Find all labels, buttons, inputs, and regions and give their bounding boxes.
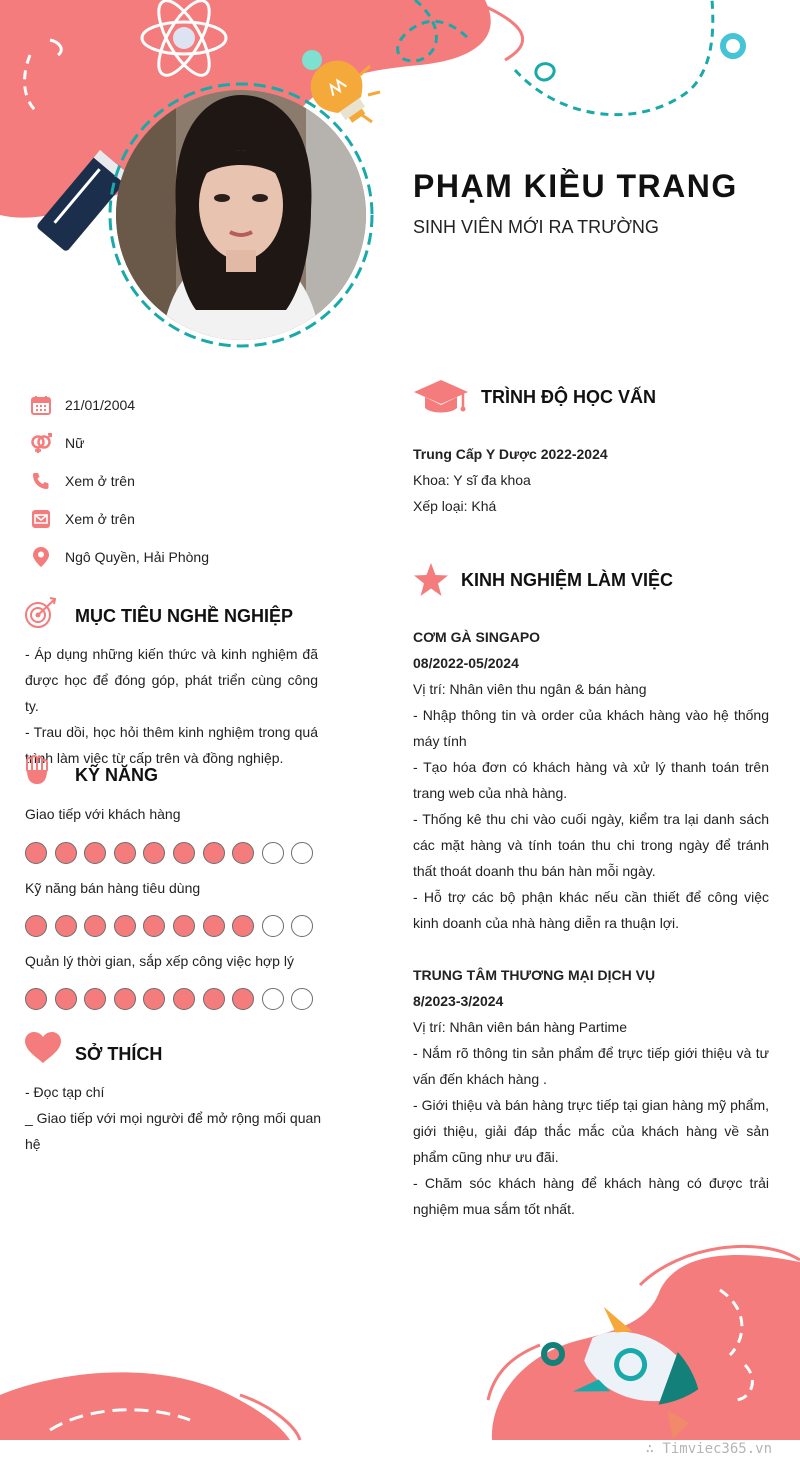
skill-label: Kỹ năng bán hàng tiêu dùng	[25, 880, 201, 896]
skill-dot-filled	[84, 915, 106, 937]
skill-dot-filled	[143, 915, 165, 937]
experience-heading: KINH NGHIỆM LÀM VIỆC	[461, 570, 674, 590]
education-school: Trung Cấp Y Dược 2022-2024	[413, 446, 608, 462]
skill-dot-filled	[173, 988, 195, 1010]
experience-entry	[413, 624, 769, 936]
job-duty: - Nắm rõ thông tin sản phẩm để trực tiếp giới thiệu và tư vấn đến khách hàng .	[413, 1045, 769, 1087]
skill-dot-filled	[232, 988, 254, 1010]
skill-dot-filled	[25, 988, 47, 1010]
graduation-cap-icon	[413, 378, 469, 421]
education-entry	[413, 441, 773, 519]
contact-gender	[30, 424, 209, 462]
job-duty: - Hỗ trợ các bộ phận khác nếu cần thiết để công việc kinh doanh của nhà hàng diễn ra thuận lợi.	[413, 889, 769, 931]
objective-line: - Trau dồi, học hỏi thêm kinh nghiệm trong quá trình làm việc từ cấp trên và đồng nghiệp.	[25, 724, 318, 766]
job-period: 08/2022-05/2024	[413, 655, 519, 671]
contact-address	[30, 538, 209, 576]
skill-label: Giao tiếp với khách hàng	[25, 806, 181, 822]
skill-dot-filled	[25, 915, 47, 937]
job-period: 8/2023-3/2024	[413, 993, 504, 1009]
heart-icon	[25, 1032, 61, 1069]
location-pin-icon	[30, 546, 52, 568]
watermark-text: ∴ Timviec365.vn	[645, 1441, 772, 1457]
contact-phone-value: Xem ở trên	[65, 473, 135, 489]
contact-phone	[30, 462, 209, 500]
target-icon	[24, 596, 58, 635]
skill-dot-filled	[203, 842, 225, 864]
skill-dot-empty	[262, 988, 284, 1010]
skill-dot-filled	[143, 842, 165, 864]
raised-fist-icon	[25, 754, 49, 791]
job-company: CƠM GÀ SINGAPO	[413, 629, 541, 645]
job-duty: - Thống kê thu chi vào cuối ngày, kiểm tra lại danh sách các mặt hàng và tính toán thu chi trong ngày để tránh thất thoát doanh thu bán hàn mỗi ngày.	[413, 811, 769, 879]
skill-dot-filled	[114, 842, 136, 864]
education-grade: Xếp loại: Khá	[413, 498, 497, 514]
skill-dot-filled	[114, 988, 136, 1010]
skill-dot-empty	[262, 915, 284, 937]
gender-icon	[30, 432, 52, 454]
skill-dot-filled	[84, 842, 106, 864]
job-position: Vị trí: Nhân viên thu ngân & bán hàng	[413, 681, 647, 697]
contact-gender-value: Nữ	[65, 435, 85, 451]
skill-dot-filled	[84, 988, 106, 1010]
education-major: Khoa: Y sĩ đa khoa	[413, 472, 531, 488]
skill-dot-filled	[232, 915, 254, 937]
job-duty: - Chăm sóc khách hàng để khách hàng có được trải nghiệm mua sắm tốt nhất.	[413, 1175, 769, 1217]
skill-dot-filled	[114, 915, 136, 937]
objective-text	[25, 641, 318, 771]
job-duty: - Nhập thông tin và order của khách hàng vào hệ thống máy tính	[413, 707, 769, 749]
contact-birthday-value: 21/01/2004	[65, 397, 136, 413]
calendar-icon	[30, 394, 52, 416]
skill-dot-filled	[203, 915, 225, 937]
skill-dot-empty	[291, 915, 313, 937]
skill-dot-filled	[25, 842, 47, 864]
phone-icon	[30, 470, 52, 492]
candidate-title: SINH VIÊN MỚI RA TRƯỜNG	[413, 217, 659, 237]
objective-heading: MỤC TIÊU NGHỀ NGHIỆP	[75, 606, 294, 626]
hobbies-heading: SỞ THÍCH	[75, 1044, 163, 1064]
email-icon	[30, 508, 52, 530]
skill-dot-filled	[173, 915, 195, 937]
job-position: Vị trí: Nhân viên bán hàng Partime	[413, 1019, 628, 1035]
skill-dot-filled	[55, 988, 77, 1010]
job-duty: - Tạo hóa đơn có khách hàng và xử lý thanh toán trên trang web của nhà hàng.	[413, 759, 769, 801]
job-duty: - Giới thiệu và bán hàng trực tiếp tại gian hàng mỹ phẩm, giới thiệu, giải đáp thắc mắc của khách hàng về sản phẩm cũng như ưu đãi.	[413, 1097, 769, 1165]
profile-photo	[116, 90, 366, 340]
ring-icon	[723, 36, 743, 56]
skills-heading: KỸ NĂNG	[75, 765, 159, 785]
contact-email-value: Xem ở trên	[65, 511, 135, 527]
skill-dot-filled	[55, 915, 77, 937]
skill-dot-empty	[291, 988, 313, 1010]
hobby-item: - Đọc tạp chí	[25, 1084, 105, 1100]
hobby-item: _ Giao tiếp với mọi người để mở rộng mối quan hệ	[25, 1110, 322, 1152]
skill-dot-empty	[291, 842, 313, 864]
skill-dot-filled	[203, 988, 225, 1010]
job-company: TRUNG TÂM THƯƠNG MẠI DỊCH VỤ	[413, 967, 656, 983]
hobbies-text	[25, 1079, 325, 1157]
skill-rating	[25, 842, 313, 864]
skill-rating	[25, 988, 313, 1010]
skill-dot-filled	[143, 988, 165, 1010]
skill-label: Quản lý thời gian, sắp xếp công việc hợp lý	[25, 953, 294, 969]
skill-dot-empty	[262, 842, 284, 864]
contact-email	[30, 500, 209, 538]
contact-address-value: Ngô Quyền, Hải Phòng	[65, 549, 209, 565]
contact-list	[30, 386, 209, 576]
skill-dot-filled	[55, 842, 77, 864]
skill-rating	[25, 915, 313, 937]
objective-line: - Áp dụng những kiến thức và kinh nghiệm đã được học để đóng góp, phát triển cùng công ty.	[25, 646, 318, 714]
skill-dot-filled	[173, 842, 195, 864]
star-icon	[413, 562, 449, 603]
candidate-name: PHẠM KIỀU TRANG	[413, 168, 738, 204]
education-heading: TRÌNH ĐỘ HỌC VẤN	[481, 387, 656, 407]
skill-dot-filled	[232, 842, 254, 864]
experience-entry	[413, 962, 769, 1222]
contact-birthday	[30, 386, 209, 424]
